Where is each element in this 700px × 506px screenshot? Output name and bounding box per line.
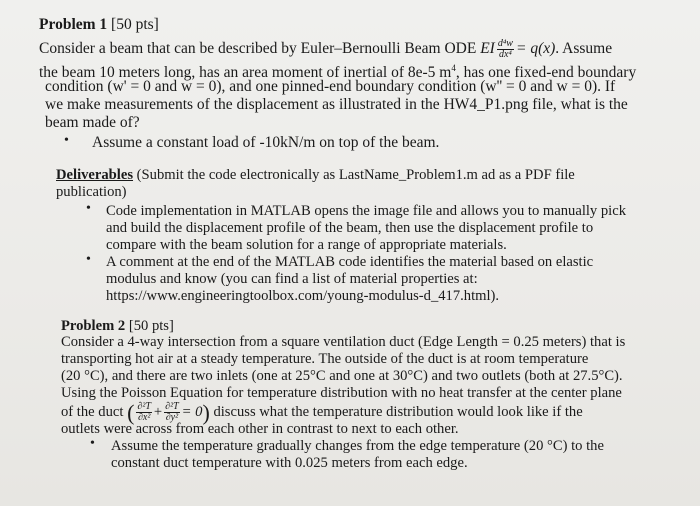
term-x-numerator: ∂²T (137, 401, 151, 412)
problem2-heading (61, 318, 174, 335)
equation-numerator: d⁴w (497, 38, 513, 49)
laplace-term-x (136, 402, 152, 423)
deliverable-1-line-1: Code implementation in MATLAB opens the image file and allows you to manually pick (106, 203, 627, 219)
problem2-line-1: Consider a 4-way intersection from a square ventilation duct (Edge Length = 0.25 meters) that is (61, 334, 626, 350)
problem1-line-4: we make measurements of the displacement as illustrated in the HW4_P1.png file, what is the (45, 96, 628, 113)
deliverable-1-line-2: and build the displacement profile of the beam, then use the displacement profile to (106, 220, 594, 236)
problem1-bullet: Assume a constant load of -10kN/m on top of the beam. (92, 134, 440, 151)
term-y-numerator: ∂²T (165, 401, 179, 412)
paren-close: ) (202, 400, 210, 425)
problem2-line-5 (61, 402, 583, 423)
deliverable-1-line-3: compare with the beam solution for a range of appropriate materials. (106, 237, 507, 253)
bullet-dot: • (86, 252, 91, 267)
deliverables-title: Deliverables (56, 167, 134, 183)
problem1-line-3: condition (w' = 0 and w = 0), and one pinned-end boundary condition (w'' = 0 and w = 0). If (45, 78, 616, 95)
problem1-line-1 (39, 39, 612, 60)
problem1-line-5: beam made of? (45, 114, 140, 131)
problem2-line-3: (20 °C), and there are two inlets (one at 25°C and one at 30°C) and two outlets (both at 27.5°C). (61, 368, 623, 384)
equation-rhs: = q(x) (515, 40, 556, 58)
deliverable-2-url: https://www.engineeringtoolbox.com/young-modulus-d_417.html). (106, 288, 500, 304)
problem2-line-2: transporting hot air at a steady temperature. The outside of the duct is at room temperature (61, 351, 589, 367)
equation-rhs: = 0 (181, 403, 203, 420)
term-y-denominator: ∂y² (165, 412, 179, 423)
plus-sign: + (153, 403, 163, 420)
problem2-text: discuss what the temperature distribution would look like if the (213, 403, 583, 420)
bullet-dot: • (90, 436, 95, 451)
deliverables-line-1 (56, 167, 575, 184)
paren-open: ( (127, 400, 135, 425)
beam-equation (480, 38, 556, 60)
problem1-text: the beam 10 meters long, has an area moment of inertial of 8e-5 m (39, 64, 452, 82)
laplace-term-y (164, 402, 180, 423)
problem2-line-6: outlets were across from each other in contrast to next to each other. (61, 421, 459, 437)
problem1-text: , has one fixed-end boundary (455, 64, 637, 82)
problem1-text: . Assume (555, 40, 613, 58)
deliverable-2-line-1: A comment at the end of the MATLAB code identifies the material based on elastic (106, 254, 594, 270)
problem2-title: Problem 2 (61, 318, 126, 334)
bullet-dot: • (86, 201, 91, 216)
problem1-points: [50 pts] (111, 16, 159, 33)
problem2-bullet-line-1: Assume the temperature gradually changes from the edge temperature (20 °C) to the (111, 438, 604, 454)
problem2-points: [50 pts] (128, 318, 174, 334)
equation-denominator: dx⁴ (498, 49, 512, 60)
term-x-denominator: ∂x² (137, 412, 151, 423)
exponent: 4 (451, 63, 456, 73)
deliverables-line-2: publication) (56, 184, 127, 200)
problem2-line-4: Using the Poisson Equation for temperature distribution with no heat transfer at the center plane (61, 385, 622, 401)
deliverables-text: (Submit the code electronically as LastName_Problem1.m ad as a PDF file (136, 167, 575, 183)
problem2-text: of the duct (61, 403, 124, 420)
bullet-dot: • (64, 133, 69, 148)
problem2-bullet-line-2: constant duct temperature with 0.025 meters from each edge. (111, 455, 468, 471)
problem1-heading (39, 16, 159, 33)
deliverable-2-line-2: modulus and know (you can find a list of material properties at: (106, 271, 478, 287)
problem1-text: Consider a beam that can be described by Euler–Bernoulli Beam ODE (39, 40, 477, 58)
equation-fraction (497, 39, 514, 60)
equation-lhs: EI (480, 40, 495, 58)
problem1-title: Problem 1 (39, 16, 108, 33)
